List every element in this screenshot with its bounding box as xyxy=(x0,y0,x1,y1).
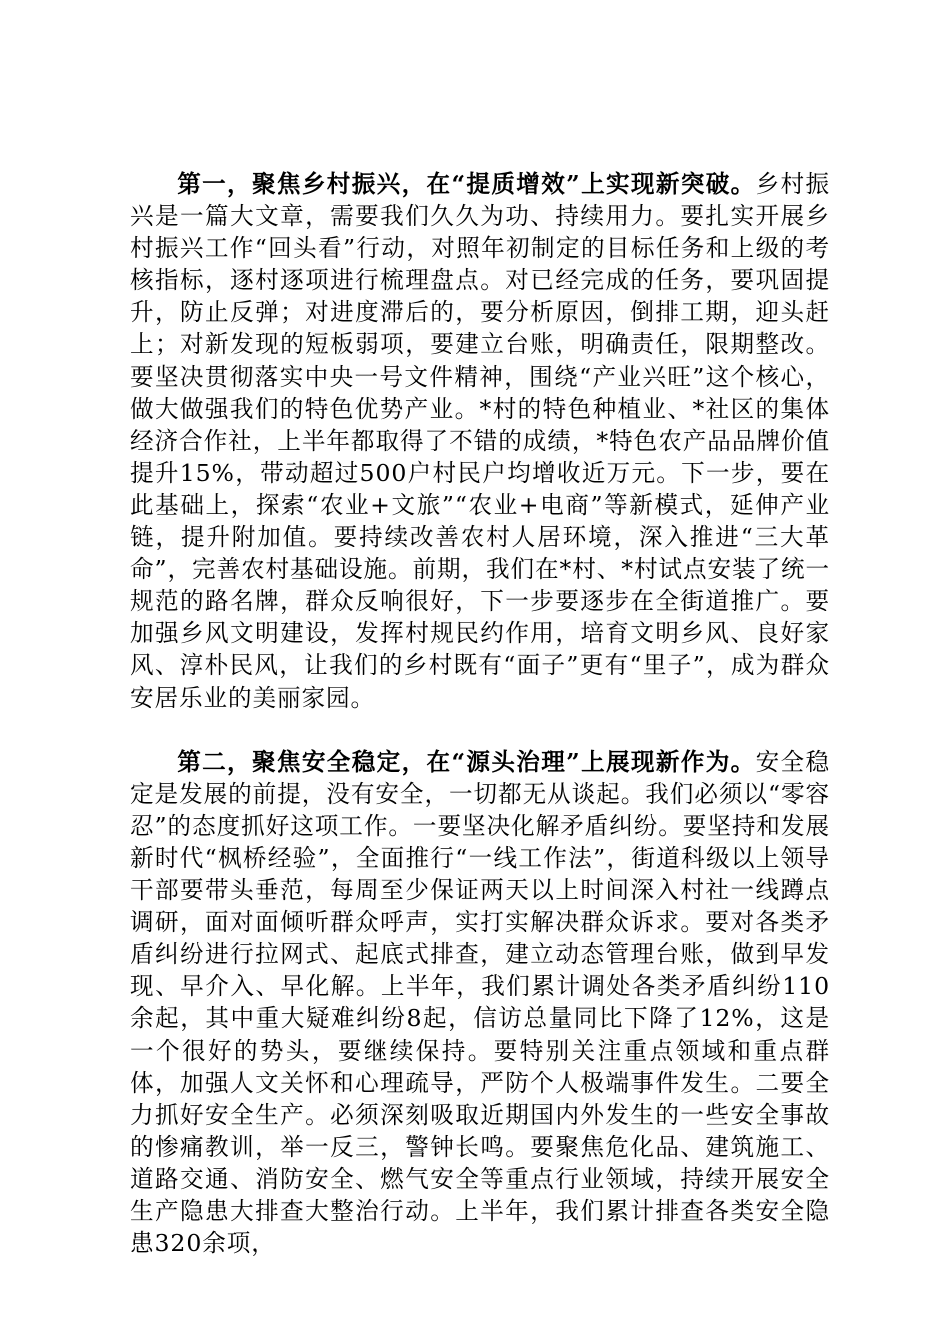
document-page xyxy=(130,168,830,1259)
paragraph-heading: 第一，聚焦乡村振兴，在“提质增效”上实现新突破。 xyxy=(177,170,756,198)
paragraph-rural-revitalization xyxy=(130,168,830,714)
paragraph-body: 乡村振兴是一篇大文章，需要我们久久为功、持续用力。要扎实开展乡村振兴工作“回头看”行动，对照年初制定的目标任务和上级的考核指标，逐村逐项进行梳理盘点。对已经完成的任务，要巩固提升，防止反弹；对进度滞后的，要分析原因，倒排工期，迎头赶上；对新发现的短板弱项，要建立台账，明确责任，限期整改。要坚决贯彻落实中央一号文件精神，围绕“产业兴旺”这个核心，做大做强我们的特色优势产业。*村的特色种植业、*社区的集体经济合作社，上半年都取得了不错的成绩，*特色农产品品牌价值提升15%，带动超过500户村民户均增收近万元。下一步，要在此基础上，探索“农业+文旅”“农业+电商”等新模式，延伸产业链，提升附加值。要持续改善农村人居环境，深入推进“三大革命”，完善农村基础设施。前期，我们在*村、*村试点安装了统一规范的路名牌，群众反响很好，下一步要逐步在全街道推广。要加强乡风文明建设，发挥村规民约作用，培育文明乡风、良好家风、淳朴民风，让我们的乡村既有“面子”更有“里子”，成为群众安居乐业的美丽家园。 xyxy=(130,170,830,712)
paragraph-safety-stability xyxy=(130,746,830,1260)
paragraph-body: 安全稳定是发展的前提，没有安全，一切都无从谈起。我们必须以“零容忍”的态度抓好这项工作。一要坚决化解矛盾纠纷。要坚持和发展新时代“枫桥经验”，全面推行“一线工作法”，街道科级以上领导干部要带头垂范，每周至少保证两天以上时间深入村社一线蹲点调研，面对面倾听群众呼声，实打实解决群众诉求。要对各类矛盾纠纷进行拉网式、起底式排查，建立动态管理台账，做到早发现、早介入、早化解。上半年，我们累计调处各类矛盾纠纷110余起，其中重大疑难纠纷8起，信访总量同比下降了12%，这是一个很好的势头，要继续保持。要特别关注重点领域和重点群体，加强人文关怀和心理疏导，严防个人极端事件发生。二要全力抓好安全生产。必须深刻吸取近期国内外发生的一些安全事故的惨痛教训，举一反三，警钟长鸣。要聚焦危化品、建筑施工、道路交通、消防安全、燃气安全等重点行业领域，持续开展安全生产隐患大排查大整治行动。上半年，我们累计排查各类安全隐患320余项， xyxy=(130,747,830,1258)
paragraph-heading: 第二，聚焦安全稳定，在“源头治理”上展现新作为。 xyxy=(177,747,756,776)
